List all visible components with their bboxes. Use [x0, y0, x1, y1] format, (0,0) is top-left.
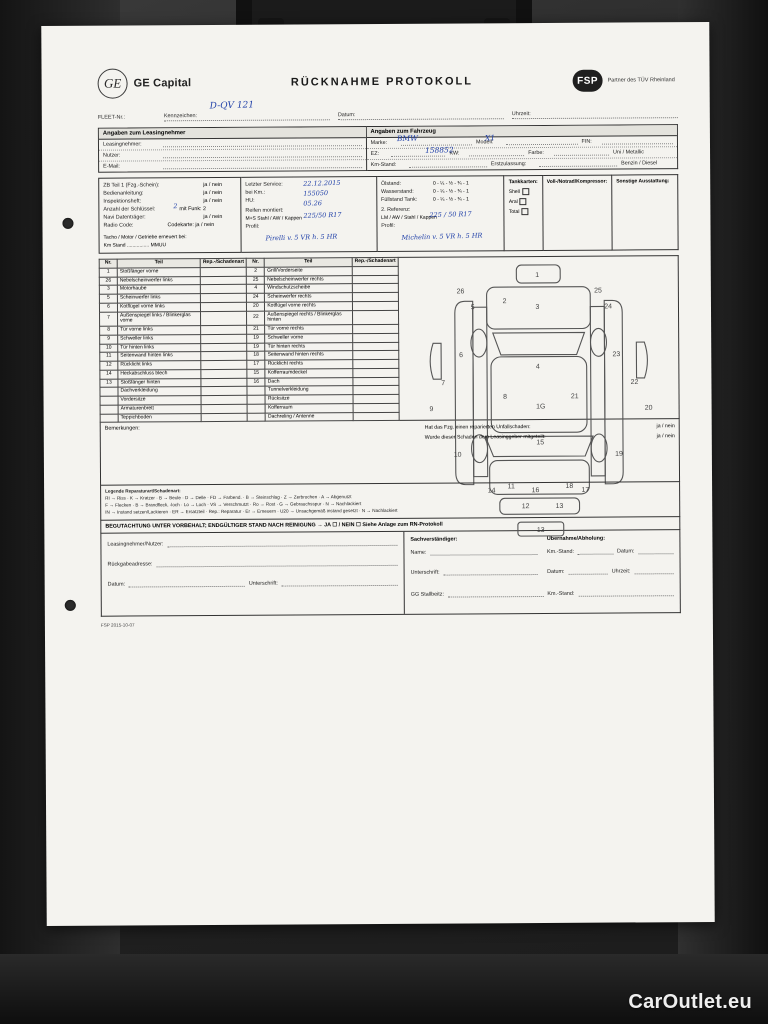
- doc-value: ja / nein: [203, 213, 223, 221]
- expert-stamp-input[interactable]: [448, 588, 543, 598]
- part-damage[interactable]: [352, 310, 398, 325]
- kennzeichen-label: Kennzeichen:: [163, 113, 198, 120]
- svg-text:2: 2: [502, 298, 507, 306]
- part-nr: 21: [247, 325, 265, 334]
- ez-label: EZ:: [370, 150, 380, 158]
- fin-value[interactable]: [602, 138, 674, 144]
- part-name: Kotflügel vorne rechts: [265, 301, 353, 310]
- form-header: [97, 60, 677, 104]
- svg-text:20: 20: [644, 404, 653, 412]
- svg-text:4: 4: [535, 363, 540, 371]
- doc-value: ja / nein: [203, 197, 223, 205]
- part-nr: 14: [100, 370, 118, 379]
- expert-signature-label: Unterschrift:: [410, 569, 440, 576]
- tank-total-option[interactable]: [509, 208, 538, 215]
- doc-row[interactable]: [104, 241, 237, 250]
- handover-time-label: Uhrzeit:: [611, 568, 631, 575]
- part-nr: 8: [100, 326, 118, 335]
- part-damage[interactable]: [201, 378, 247, 387]
- uni-metallic-label: Uni / Metallic: [613, 149, 644, 156]
- page-title: RÜCKNAHME PROTOKOLL: [290, 75, 473, 89]
- leasing-label: Leasingnehmer:: [102, 141, 142, 148]
- accident-question-1-label: Hat das Fzg. einen reparierten Unfallschaden:: [424, 424, 531, 431]
- lessee-signature-input[interactable]: [282, 577, 398, 587]
- legend-line-1: RI → Riss · K → Kratzer · B → Beule · D → Delle · FD → Farbend. · B → Steinschlag · Z → Zerbrochen · A → Abgenutzt: [105, 494, 352, 501]
- service-label: Letzter Service:: [245, 181, 283, 188]
- fsp-logo: [573, 69, 678, 92]
- lessee-date-input[interactable]: [129, 578, 245, 588]
- fsp-subtitle: Partner des TÜV Rheinland: [607, 76, 675, 84]
- svg-text:21: 21: [570, 393, 579, 401]
- lessee-name-input[interactable]: [167, 537, 397, 547]
- doc-value: ja / nein: [203, 189, 223, 197]
- remarks-label: Bemerkungen:: [104, 425, 140, 432]
- expert-km-input[interactable]: [578, 587, 673, 597]
- identification-line: [97, 100, 678, 122]
- odometer-replaced-label: Tacho / Motor / Getriebe erneuert bei:: [103, 234, 187, 241]
- svg-text:1G: 1G: [536, 403, 546, 411]
- remarks-block[interactable]: [100, 419, 680, 486]
- part-damage[interactable]: [352, 324, 398, 333]
- parts-col-nr: Nr.: [99, 259, 117, 268]
- expert-stamp-label: GG Stallbeitz:: [410, 591, 445, 598]
- datum-field[interactable]: [338, 111, 504, 120]
- profil-label: Profil:: [245, 223, 260, 230]
- leasing-value[interactable]: [163, 162, 362, 169]
- part-damage[interactable]: [353, 412, 399, 421]
- legend-title: Legende Reparaturart/Schadenart:: [105, 488, 181, 494]
- kraftstoff-label: Benzin / Diesel: [621, 160, 658, 167]
- part-nr: 9: [100, 335, 118, 344]
- part-name: Scheinwerfer links: [117, 294, 200, 303]
- modell-label: Modell:: [476, 139, 494, 146]
- part-name: Scheinwerfer rechts: [265, 293, 353, 302]
- leasing-value[interactable]: [163, 151, 362, 158]
- return-address-input[interactable]: [156, 557, 397, 567]
- part-nr: 16: [247, 378, 265, 387]
- part-nr: 19: [247, 334, 265, 343]
- tank-shell-label: Shell: [508, 188, 520, 196]
- part-name: Tür vorne links: [118, 326, 201, 335]
- part-name: Dachreling / Antenne: [265, 412, 353, 421]
- part-nr: [100, 414, 118, 423]
- part-damage[interactable]: [353, 386, 399, 395]
- svg-text:17: 17: [581, 486, 590, 494]
- part-nr: [247, 413, 265, 422]
- documents-block: [98, 177, 241, 254]
- leasing-block: [98, 126, 367, 173]
- leasing-header: Angaben zum Leasingnehmer: [99, 127, 366, 140]
- fuel-label: Füllstand Tank:: [381, 196, 418, 203]
- service-date-handwritten: 22.12.2015: [303, 178, 341, 188]
- vehicle-header: Angaben zum Fahrzeug: [366, 125, 676, 138]
- part-damage[interactable]: [353, 394, 399, 403]
- part-name: Rücklicht rechts: [265, 360, 353, 369]
- accident-question-2-label: Wurde dieser Schaden dem Leasinggeber mitgeteilt:: [424, 433, 546, 441]
- svg-text:6: 6: [459, 352, 463, 360]
- part-name: Nebelscheinwerfer rechts: [265, 275, 353, 284]
- part-name: Kotflügel vorne links: [117, 302, 200, 311]
- part-name: Rücksitze: [265, 395, 353, 404]
- lessee-name-label: Leasingnehmer/Nutzer:: [107, 541, 164, 548]
- part-nr: 19: [247, 343, 265, 352]
- svg-text:7: 7: [441, 380, 446, 388]
- fsp-monogram-icon: FSP: [573, 70, 603, 92]
- part-damage[interactable]: [201, 387, 247, 396]
- vehicle-row[interactable]: [367, 158, 677, 170]
- svg-text:13: 13: [555, 502, 564, 511]
- modell-value[interactable]: [506, 139, 578, 145]
- parts-col-rep2: Rep.-/Schadenart: [352, 257, 398, 266]
- part-damage[interactable]: [353, 351, 399, 360]
- part-damage[interactable]: [353, 359, 399, 368]
- oil-label: Ölstand:: [380, 180, 402, 187]
- part-name: Heckabschluss blech: [118, 369, 201, 378]
- parts-col-teil2: Teil: [265, 258, 353, 267]
- part-nr: [247, 404, 265, 413]
- part-name: Vordersitze: [118, 396, 201, 405]
- parts-col-teil: Teil: [117, 259, 200, 268]
- part-name: Tür hinten links: [118, 343, 201, 352]
- tank-shell-checkbox[interactable]: [522, 188, 529, 195]
- protocol-paper: [41, 22, 714, 926]
- tyres-label: Reifen montiert:: [245, 207, 284, 214]
- part-damage[interactable]: [352, 301, 398, 310]
- condition-block: [377, 175, 505, 252]
- part-name: Grill/Vorderseite: [265, 266, 353, 275]
- section-leasing-vehicle: [98, 124, 678, 173]
- handover-km-label: Km.-Stand:: [546, 548, 574, 555]
- hu-handwritten: 05.26: [303, 199, 323, 208]
- doc-label: Bedienanleitung:: [103, 190, 144, 197]
- part-nr: [247, 386, 265, 395]
- legend-line-2: F → Flecken · B → Brandfleck, -loch · Lo → Loch · VS → Verschmutzt · Ro → Rost · G → Gebrauchsspur · N → Nachlackiert: [105, 501, 362, 508]
- kmstand-value[interactable]: [409, 161, 487, 167]
- parts-table: [99, 257, 400, 423]
- punch-hole: [65, 600, 76, 611]
- part-damage[interactable]: [201, 325, 247, 334]
- svg-text:9: 9: [429, 406, 434, 414]
- part-name: Tür vorne rechts: [265, 325, 353, 334]
- service-block: [241, 176, 377, 253]
- kmstand-label: Km-Stand:: [370, 161, 397, 169]
- ge-capital-logo: [98, 68, 192, 99]
- svg-text:18: 18: [565, 482, 574, 491]
- doc-value: ja / nein: [203, 181, 223, 189]
- part-name: Stoßfänger vorne: [117, 267, 200, 276]
- accident-questions: [425, 422, 675, 442]
- expert-km-label: Km.-Stand:: [547, 590, 575, 597]
- part-damage[interactable]: [352, 266, 398, 275]
- part-nr: 10: [100, 344, 118, 353]
- part-damage[interactable]: [201, 395, 247, 404]
- tank-shell-option[interactable]: [509, 188, 538, 195]
- svg-text:23: 23: [612, 351, 621, 359]
- water-label: Wasserstand:: [380, 188, 414, 195]
- lessee-signature-label: Unterschrift:: [248, 580, 278, 587]
- accident-question-1-options[interactable]: ja / nein: [656, 423, 675, 430]
- uhrzeit-field[interactable]: [512, 110, 678, 119]
- handover-date2-label: Datum:: [547, 568, 565, 575]
- keys-handwritten: 2: [173, 202, 178, 211]
- svg-text:11: 11: [507, 483, 515, 491]
- part-damage[interactable]: [201, 311, 247, 326]
- oil-scale: 0 - ¼ - ½ - ¾ - 1: [432, 180, 469, 187]
- svg-text:25: 25: [594, 287, 602, 295]
- hu-label: HU:: [245, 197, 255, 204]
- datum-label: Datum:: [337, 112, 356, 119]
- part-nr: 1: [99, 268, 117, 277]
- sonstige-label: Sonstige Ausstattung:: [616, 178, 670, 185]
- part-nr: 17: [247, 360, 265, 369]
- part-damage[interactable]: [201, 334, 247, 343]
- kw-value[interactable]: [469, 150, 524, 156]
- tank-aral-label: Aral: [508, 198, 518, 206]
- leasing-value[interactable]: [163, 140, 362, 147]
- svg-text:8: 8: [503, 393, 508, 401]
- second-ref-handwritten: 225 / 50 R17: [429, 209, 472, 220]
- svg-text:19: 19: [615, 450, 623, 458]
- svg-text:1: 1: [535, 271, 540, 279]
- part-name: Schweller vorne: [265, 333, 353, 342]
- svg-text:22: 22: [630, 378, 639, 386]
- statement-line[interactable]: BEGUTACHTUNG UNTER VORBEHALT; ENDGÜLTIGER STAND NACH REINIGUNG → JA ☐ / NEIN ☐ Siehe Anlage zum RN-Protokoll: [100, 517, 680, 534]
- lessee-date-label: Datum:: [107, 581, 126, 588]
- notrad-label: Voll-/Notrad/Kompressor:: [546, 178, 608, 185]
- uhrzeit-label: Uhrzeit:: [511, 111, 531, 118]
- part-name: Dachverkleidung: [118, 387, 201, 396]
- part-nr: 12: [100, 361, 118, 370]
- kw-label: KW:: [449, 150, 460, 157]
- part-nr: [100, 387, 118, 396]
- return-address-row[interactable]: [108, 557, 398, 568]
- part-nr: 15: [247, 369, 265, 378]
- part-damage[interactable]: [353, 333, 399, 342]
- part-name: Stoßfänger hinten: [118, 378, 201, 387]
- keys-extra: mit Funk: 2: [179, 206, 207, 213]
- kennzeichen-field[interactable]: [163, 100, 330, 121]
- part-name: Tür hinten rechts: [265, 342, 353, 351]
- doc-row[interactable]: [103, 202, 236, 214]
- section-documents-service: [98, 174, 678, 254]
- svg-text:13: 13: [536, 526, 545, 535]
- tyre-type-label: M+S Stahl / AW / Kappen: [245, 215, 302, 222]
- part-nr: 25: [247, 276, 265, 285]
- part-damage[interactable]: [353, 377, 399, 386]
- lessee-name-row[interactable]: [107, 537, 397, 548]
- part-nr: [100, 405, 118, 414]
- svg-text:14: 14: [487, 487, 496, 495]
- svg-text:10: 10: [453, 451, 462, 459]
- car-outline-icon: [399, 256, 680, 577]
- part-damage[interactable]: [201, 413, 247, 422]
- tyre-size-handwritten: 225/50 R17: [303, 210, 342, 220]
- part-nr: 6: [99, 303, 117, 312]
- part-nr: 22: [247, 311, 265, 326]
- svg-text:3: 3: [535, 303, 540, 311]
- part-name: Außenspiegel rechts / Blinkerglas hinten: [265, 310, 353, 325]
- part-damage[interactable]: [352, 275, 398, 284]
- part-nr: 7: [100, 312, 118, 327]
- leasing-row[interactable]: [99, 160, 366, 172]
- doc-value: Codekarte: ja / nein: [167, 221, 215, 229]
- part-nr: 13: [100, 379, 118, 388]
- tank-total-label: Total: [508, 208, 520, 216]
- fuel-scale: 0 - ¼ - ½ - ¾ - 1: [433, 196, 469, 203]
- extra-equipment-block: [612, 174, 678, 250]
- part-nr: 26: [99, 277, 117, 286]
- fleet-label: FLEET-Nr.:: [97, 114, 126, 121]
- part-damage[interactable]: [201, 285, 247, 294]
- part-nr: 11: [100, 352, 118, 361]
- part-damage[interactable]: [201, 302, 247, 311]
- service-km-handwritten: 155050: [303, 189, 329, 198]
- part-damage[interactable]: [201, 293, 247, 302]
- part-damage[interactable]: [201, 343, 247, 352]
- form-id: FSP 2015-10-07: [100, 622, 135, 628]
- part-nr: 5: [99, 294, 117, 303]
- service-row[interactable]: [245, 222, 372, 231]
- doc-label: Navi Datenträger:: [103, 214, 146, 221]
- part-name: Seitenwand hinten rechts: [265, 351, 353, 360]
- part-name: Seitenwand hinten links: [118, 352, 201, 361]
- svg-text:26: 26: [456, 288, 465, 296]
- part-damage[interactable]: [353, 342, 399, 351]
- marke-label: Marke:: [370, 139, 388, 147]
- part-name: Kofferraum: [265, 403, 353, 412]
- svg-text:24: 24: [604, 303, 613, 311]
- return-address-label: Rückgabeadresse:: [107, 561, 153, 568]
- part-damage[interactable]: [201, 360, 247, 369]
- vehicle-row[interactable]: [367, 147, 677, 160]
- part-damage[interactable]: [201, 352, 247, 361]
- part-nr: 20: [247, 302, 265, 311]
- part-nr: 3: [99, 285, 117, 294]
- profil-handwritten: Pirelli v. 5 VR h. 5 HR: [265, 232, 338, 243]
- tank-total-checkbox[interactable]: [521, 208, 528, 215]
- part-nr: 18: [247, 351, 265, 360]
- punch-hole: [62, 218, 73, 229]
- second-ref-label: 2. Referenz:: [381, 206, 411, 213]
- part-damage[interactable]: [353, 403, 399, 412]
- part-damage[interactable]: [353, 368, 399, 377]
- odometer-km-label: Km Stand ................ MMUU: [103, 242, 167, 249]
- part-nr: 24: [247, 293, 265, 302]
- part-name: Teppichboden: [118, 413, 201, 422]
- part-name: Armaturenbrett: [118, 404, 201, 413]
- lessee-sign-row[interactable]: [108, 577, 398, 588]
- svg-text:16: 16: [531, 487, 540, 495]
- part-nr: [100, 396, 118, 405]
- legend-line-3: IN → Instand setzen/Lackieren · ER → Ersatzteil · Rep.: Reparatur · Er → Erneuern · U20 → Unsachgemäß instand gesetzt · N → Nachlackiert: [105, 507, 398, 515]
- condition-row[interactable]: [381, 221, 500, 230]
- ge-capital-label: GE Capital: [133, 77, 192, 90]
- keys-label: Anzahl der Schlüssel:: [103, 206, 156, 213]
- part-damage[interactable]: [200, 267, 246, 276]
- kennzeichen-value: D-QV 121: [209, 100, 255, 112]
- part-name: Motorhaube: [117, 285, 200, 294]
- svg-text:5: 5: [470, 304, 475, 312]
- doc-label: Inspektionsheft:: [103, 198, 142, 205]
- handover-title: Übernahme/Abholung:: [546, 535, 606, 542]
- accident-question-2[interactable]: [425, 432, 675, 443]
- expert-name-label: Name:: [410, 549, 427, 556]
- second-profil-label: Profil:: [381, 222, 396, 229]
- tankkarten-label: Tankkarten:: [508, 179, 538, 186]
- expert-title: Sachverständiger:: [410, 536, 458, 543]
- modell-handwritten: X1: [484, 133, 495, 143]
- farbe-label: Farbe:: [528, 149, 544, 157]
- part-nr: 2: [247, 267, 265, 276]
- erstzulassung-value[interactable]: [539, 161, 617, 167]
- part-name: Tunnelverkleidung: [265, 386, 353, 395]
- part-name: Nebelscheinwerfer links: [117, 276, 200, 285]
- tank-aral-option[interactable]: [509, 198, 538, 205]
- handover-date-label: Datum:: [617, 548, 635, 555]
- service-km-label: bei Km.:: [245, 189, 266, 196]
- part-name: Schweller links: [118, 334, 201, 343]
- farbe-value[interactable]: [554, 150, 609, 156]
- ez-handwritten: 158852: [424, 145, 454, 156]
- doc-row[interactable]: [104, 229, 237, 242]
- water-scale: 0 - ¼ - ½ - ¾ - 1: [432, 188, 469, 195]
- doc-label: ZB Teil 1 (Fzg.-Schein):: [103, 182, 160, 189]
- part-name: Rücklicht links: [118, 361, 201, 370]
- part-damage[interactable]: [352, 284, 398, 293]
- part-name: Außenspiegel links / Blinkerglas vorne: [118, 311, 201, 326]
- second-profil-handwritten: Michelin v. 5 VR h. 5 HR: [401, 231, 483, 242]
- part-damage[interactable]: [201, 369, 247, 378]
- part-damage[interactable]: [352, 292, 398, 301]
- part-name: Dach: [265, 377, 353, 386]
- watermark: CarOutlet.eu: [628, 991, 752, 1013]
- tankcards-block: [505, 175, 543, 251]
- parts-col-rep: Rep.-/Schadenart: [200, 258, 246, 267]
- vehicle-block: [366, 124, 678, 171]
- part-damage[interactable]: [201, 404, 247, 413]
- leasing-label: Nutzer:: [103, 152, 121, 159]
- spare-wheel-block: [543, 175, 613, 251]
- doc-label: Radio Code:: [103, 222, 134, 229]
- fin-label: FIN:: [581, 138, 592, 145]
- part-nr: 4: [247, 284, 265, 293]
- parts-col-nr2: Nr.: [247, 258, 265, 267]
- tank-aral-checkbox[interactable]: [520, 198, 527, 205]
- ge-monogram-icon: GE: [98, 69, 128, 99]
- marke-handwritten: BMW: [396, 133, 418, 144]
- leasing-label: E-Mail:: [103, 163, 120, 170]
- expert-final-row[interactable]: [411, 587, 674, 598]
- form-sheet: [97, 60, 680, 627]
- part-nr: [247, 395, 265, 404]
- svg-text:12: 12: [521, 503, 530, 511]
- erstzulassung-label: Erstzulassung:: [490, 161, 527, 168]
- signature-lessee: [101, 532, 404, 616]
- part-name: Windschutzscheibe: [265, 284, 353, 293]
- part-damage[interactable]: [201, 276, 247, 285]
- accident-question-2-options[interactable]: ja / nein: [656, 432, 675, 439]
- second-tyre-type: LM / AW / Stahl / Kappen: [381, 214, 437, 221]
- part-name: Kofferraumdeckel: [265, 368, 353, 377]
- svg-text:15: 15: [536, 439, 545, 447]
